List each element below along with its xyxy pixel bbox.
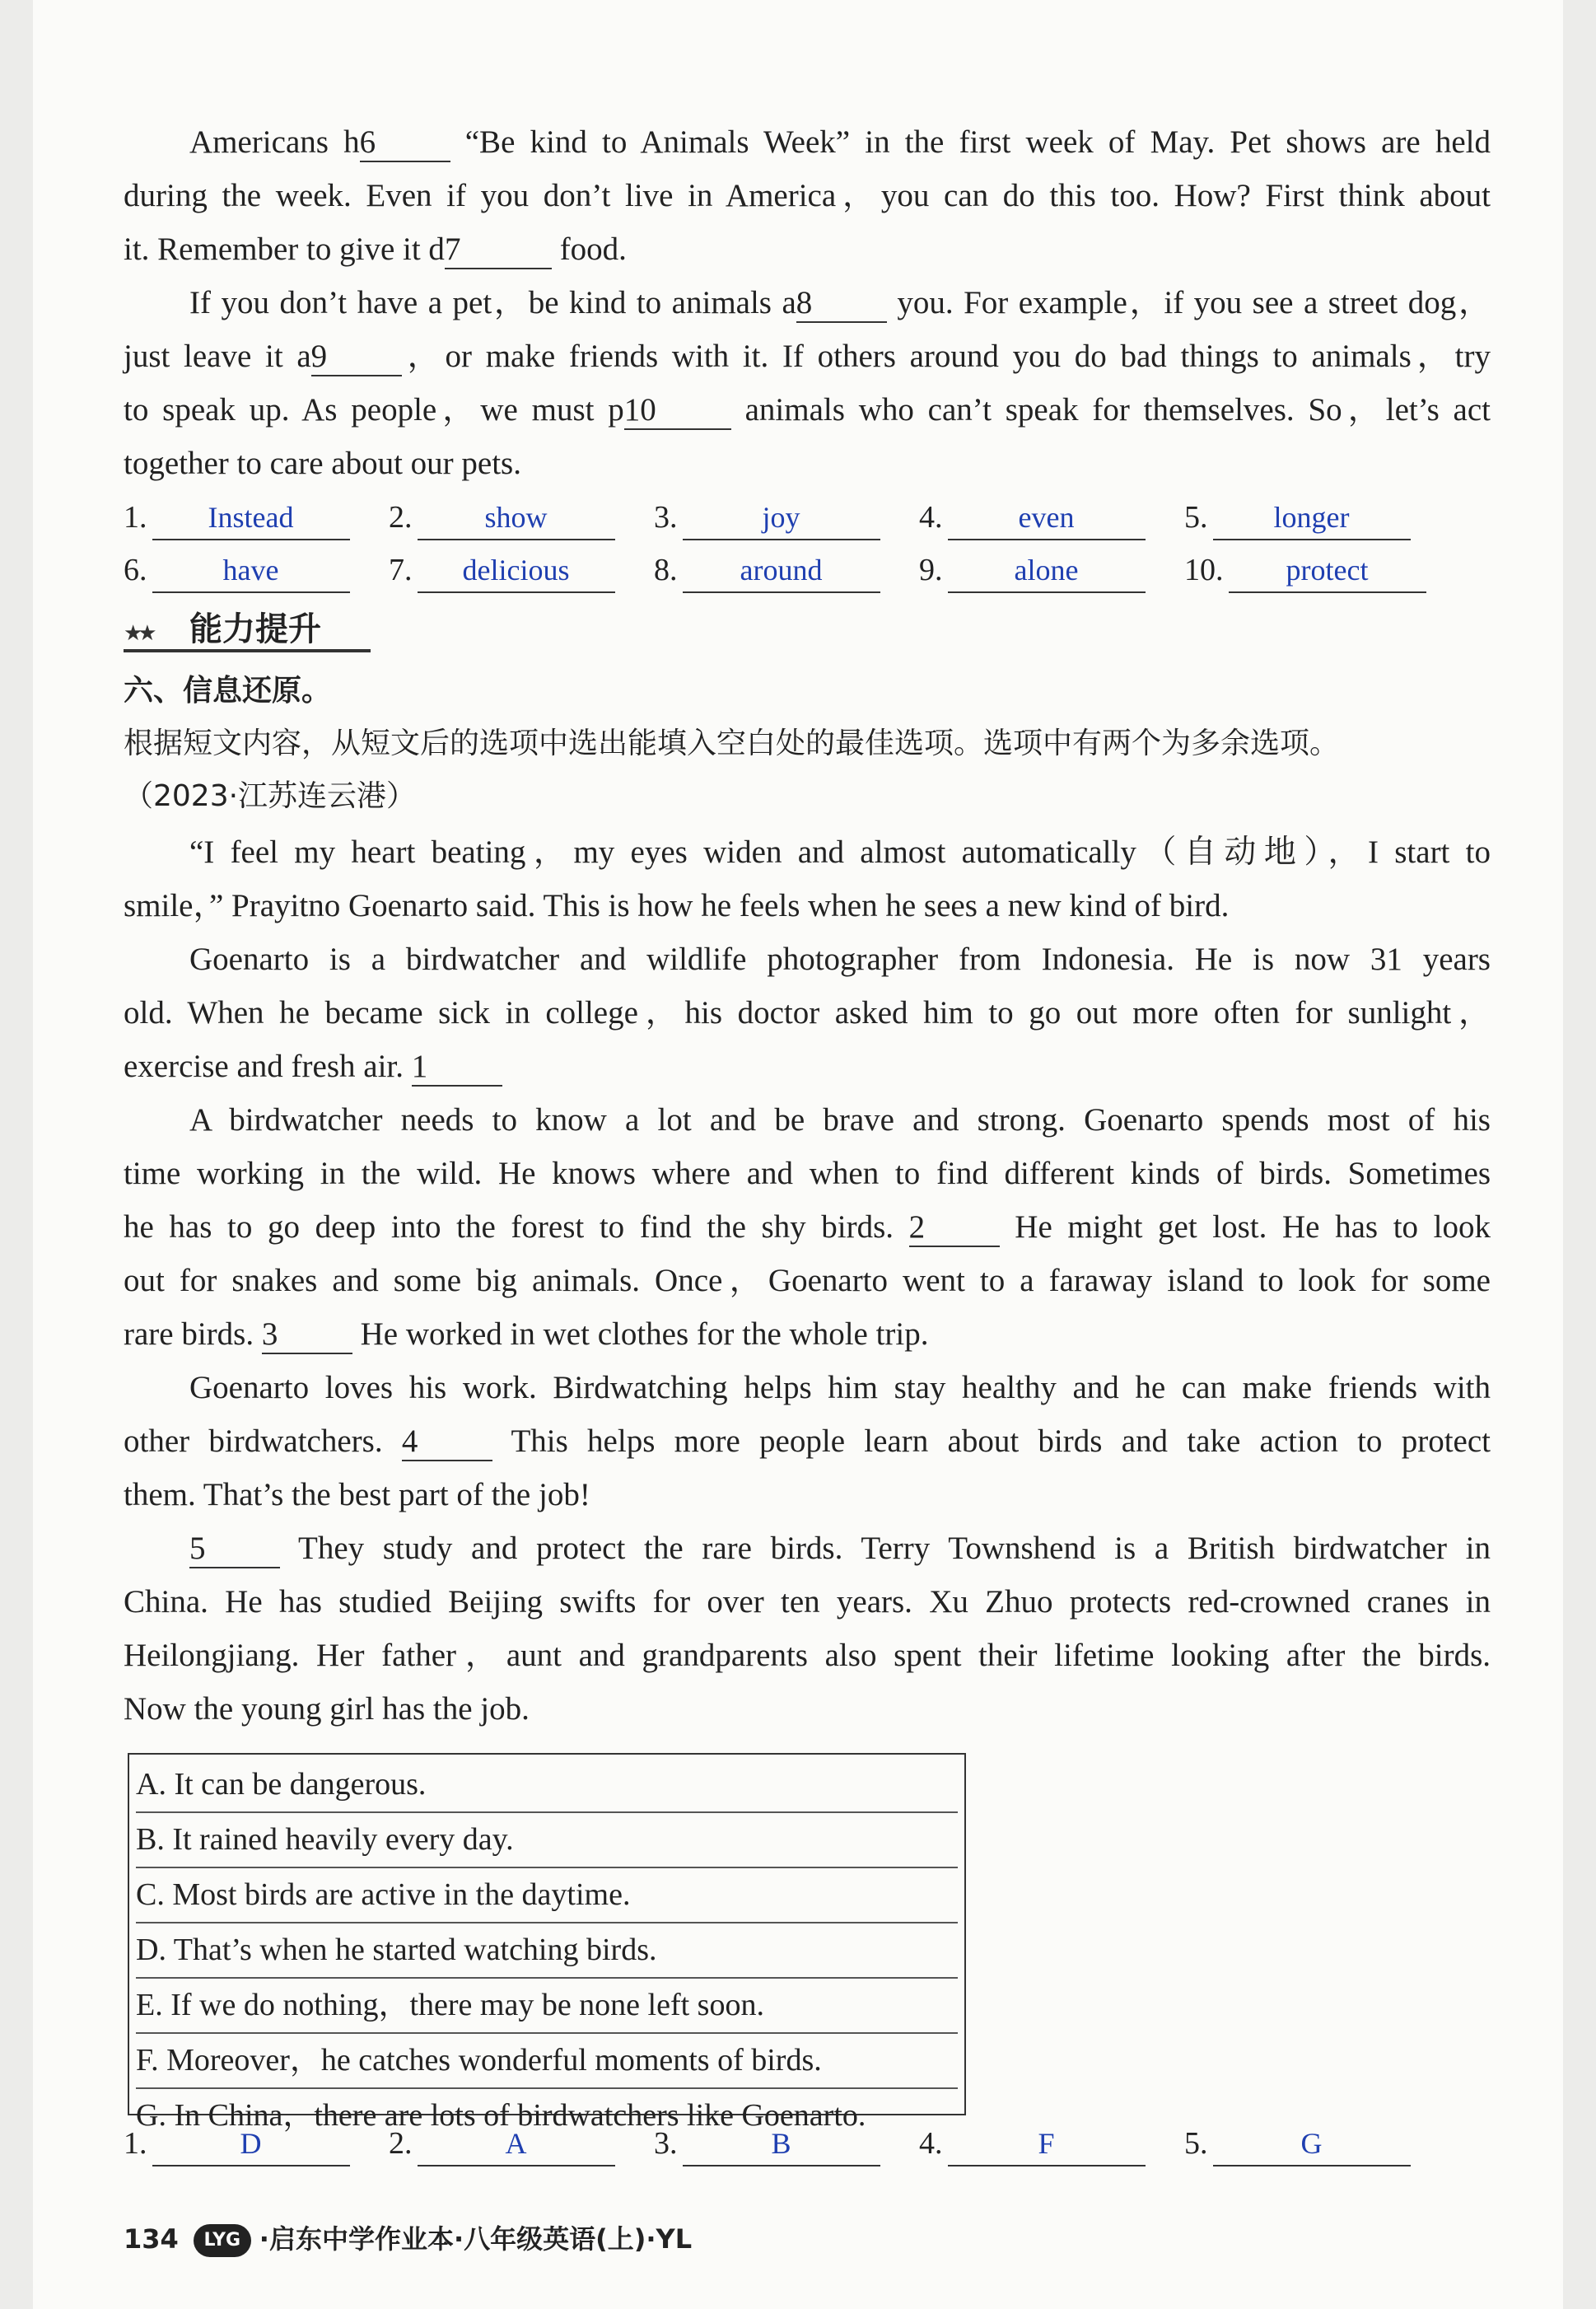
passage2-line: China. He has studied Beijing swifts for over ten years. Xu Zhuo protects red-crowned cranes in (124, 1584, 1491, 1620)
answer-value: protect (1229, 549, 1426, 593)
passage2-line: Now the young girl has the job. (124, 1691, 530, 1727)
passage2-line: time working in the wild. He knows where and when to find different kinds of birds. Sometimes (124, 1156, 1491, 1191)
answer-value: longer (1213, 496, 1411, 540)
blank-10: 10 (624, 392, 731, 430)
exercise-title: 六、信息还原。 (124, 674, 332, 708)
passage1-line: to speak up. As people，we must p10 animals who can’t speak for themselves. So，let’s act (124, 383, 1491, 437)
answer-value: Instead (152, 496, 350, 540)
answer-item: 10. protect (1184, 544, 1426, 596)
passage1-line: together to care about our pets. (124, 446, 521, 481)
passage2-line: “I feel my heart beating，my eyes widen and almost automatically（自动地），I start to (189, 834, 1491, 870)
answer-row-1 (124, 491, 1524, 544)
answer-item: 7. delicious (389, 544, 615, 596)
answer-row-2 (124, 544, 1524, 596)
passage2-line: smile，” Prayitno Goenarto said. This is how he feels when he sees a new kind of bird. (124, 888, 1230, 923)
option-f: F. Moreover，he catches wonderful moments of birds. (136, 2034, 958, 2089)
answer-item: 3. B (654, 2117, 880, 2170)
passage1-line: Americans h6 “Be kind to Animals Week” in the first week of May. Pet shows are held (124, 115, 1491, 169)
answer-value: show (418, 496, 615, 540)
passage1-line: just leave it a9 ，or make friends with it. If others around you do bad things to animals，try (124, 330, 1491, 383)
scan-edge-left (0, 0, 33, 2309)
passage2-line: exercise and fresh air. 1 (124, 1040, 1491, 1093)
passage2-line: Goenarto loves his work. Birdwatching helps him stay healthy and he can make friends with (189, 1370, 1491, 1405)
answer-value: joy (683, 496, 880, 540)
answer-value: even (948, 496, 1146, 540)
answer-item: 9. alone (919, 544, 1146, 596)
answer-item: 4. F (919, 2117, 1146, 2170)
answer-value: have (152, 549, 350, 593)
publisher-logo: LYG (194, 2224, 251, 2257)
exercise-instruction: 根据短文内容，从短文后的选项中选出能填入空白处的最佳选项。选项中有两个为多余选项。 (124, 727, 1340, 760)
passage2-line: 5 They study and protect the rare birds. Terry Townshend is a British birdwatcher in (124, 1521, 1491, 1575)
blank-7: 7 (445, 231, 552, 269)
blank-5: 5 (189, 1531, 280, 1568)
answer-item: 1. D (124, 2117, 350, 2170)
option-e: E. If we do nothing，there may be none left soon. (136, 1979, 958, 2034)
blank-2: 2 (909, 1209, 1000, 1247)
page-footer (124, 2214, 692, 2264)
answer-value: F (948, 2122, 1146, 2166)
passage2-line: them. That’s the best part of the job! (124, 1477, 590, 1512)
passage1-line: it. Remember to give it d7 food. (124, 222, 1491, 276)
passage2-line: he has to go deep into the forest to find the shy birds. 2 He might get lost. He has to look (124, 1200, 1491, 1254)
passage2-line: other birdwatchers. 4 This helps more people learn about birds and take action to protect (124, 1414, 1491, 1468)
answer-value: A (418, 2122, 615, 2166)
passage2-line: out for snakes and some big animals. Once，Goenarto went to a faraway island to look for some (124, 1263, 1491, 1298)
option-d: D. That’s when he started watching birds. (136, 1923, 958, 1979)
option-b: B. It rained heavily every day. (136, 1813, 958, 1868)
options-box (128, 1753, 966, 2133)
answer-value: delicious (418, 549, 615, 593)
book-title: ·启东中学作业本·八年级英语(上)·YL (259, 2223, 693, 2255)
passage2-line: Heilongjiang. Her father，aunt and grandparents also spent their lifetime looking after the birds. (124, 1638, 1491, 1673)
answer-item: 2. show (389, 491, 615, 544)
answer-value: D (152, 2122, 350, 2166)
page-number: 134 (124, 2223, 179, 2255)
answer-value: B (683, 2122, 880, 2166)
scan-edge-right (1563, 0, 1596, 2309)
blank-1: 1 (412, 1049, 502, 1087)
blank-8: 8 (796, 285, 887, 323)
answer-value: around (683, 549, 880, 593)
blank-9: 9 (311, 339, 402, 376)
answer-value: alone (948, 549, 1146, 593)
answer-item: 2. A (389, 2117, 615, 2170)
answer-item: 5. longer (1184, 491, 1411, 544)
answer-item: 5. G (1184, 2117, 1411, 2170)
option-a: A. It can be dangerous. (136, 1758, 958, 1813)
answer-value: G (1213, 2122, 1411, 2166)
blank-4: 4 (402, 1423, 492, 1461)
answer-row-3 (124, 2117, 1524, 2170)
star-icon: ★★ (124, 621, 152, 646)
passage2-line: rare birds. 3 He worked in wet clothes for the whole trip. (124, 1307, 1491, 1361)
passage2-line: A birdwatcher needs to know a lot and be brave and strong. Goenarto spends most of his (189, 1102, 1491, 1138)
blank-6: 6 (360, 124, 450, 162)
passage1-line: If you don’t have a pet，be kind to animals a8 you. For example，if you see a street dog， (124, 276, 1491, 330)
blank-3: 3 (262, 1316, 352, 1354)
passage2-line: old. When he became sick in college，his doctor asked him to go out more often for sunlight， (124, 995, 1491, 1031)
answer-item: 6. have (124, 544, 350, 596)
exercise-source: （2023·江苏连云港） (124, 779, 417, 813)
option-c: C. Most birds are active in the daytime. (136, 1868, 958, 1923)
answer-item: 1. Instead (124, 491, 350, 544)
section-heading: ★★ 能力提升 (124, 605, 321, 654)
passage2-line: Goenarto is a birdwatcher and wildlife photographer from Indonesia. He is now 31 years (189, 942, 1491, 977)
answer-item: 4. even (919, 491, 1146, 544)
heading-underline (124, 649, 371, 652)
passage1-line: during the week. Even if you don’t live in America，you can do this too. How? First think about (124, 178, 1491, 213)
option-g: G. In China，there are lots of birdwatchers like Goenarto. (136, 2098, 866, 2133)
answer-item: 8. around (654, 544, 880, 596)
answer-item: 3. joy (654, 491, 880, 544)
